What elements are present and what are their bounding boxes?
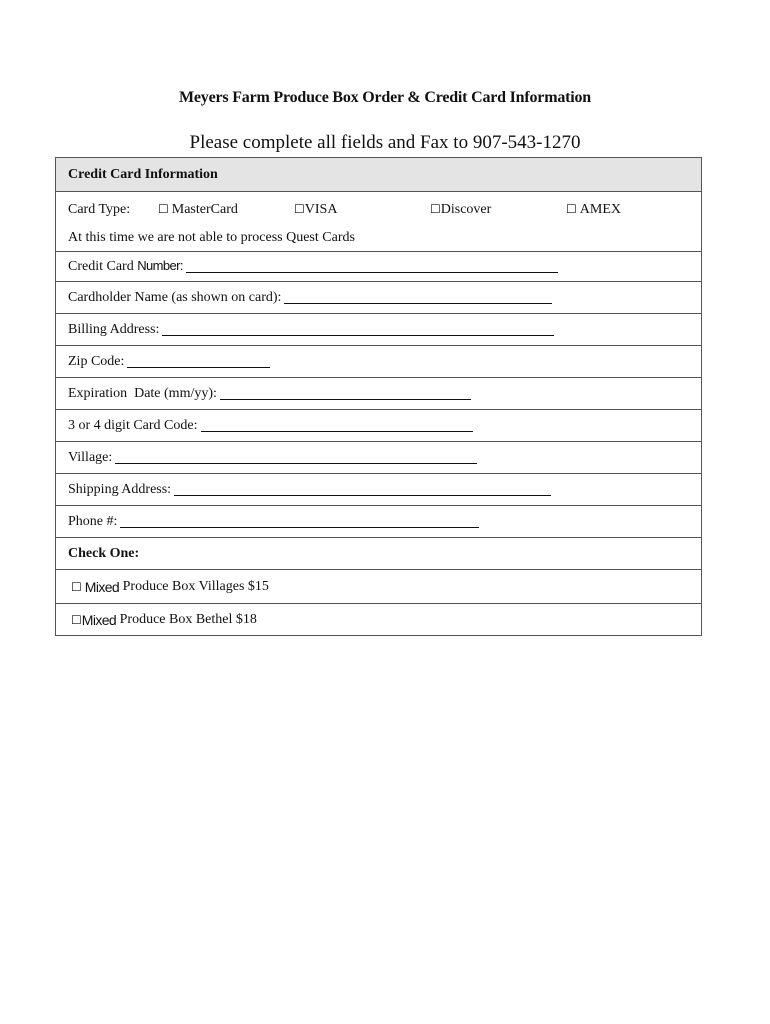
shipping-row [56, 473, 701, 505]
cardholder-label: Cardholder Name (as shown on card): [68, 289, 282, 305]
villages-option-row[interactable] [56, 569, 701, 603]
bethel-option-row[interactable] [56, 603, 701, 635]
bethel-option-prefix: Mixed [81, 611, 117, 628]
checkbox-icon[interactable]: ☐ [71, 579, 82, 594]
mastercard-option[interactable] [158, 202, 238, 218]
card-type-row [56, 191, 701, 251]
check-one-row [56, 537, 701, 569]
amex-label: AMEX [579, 202, 621, 217]
card-code-row [56, 409, 701, 441]
billing-label: Billing Address: [68, 321, 160, 337]
bethel-option-label: Produce Box Bethel $18 [116, 611, 257, 627]
page-title: Meyers Farm Produce Box Order & Credit Card Information [178, 89, 592, 106]
checkbox-icon[interactable]: ☐ [158, 202, 169, 216]
checkbox-icon[interactable]: ☐ [294, 202, 305, 216]
visa-label: VISA [304, 202, 338, 217]
amex-option[interactable] [566, 202, 621, 218]
zip-label: Zip Code: [68, 353, 125, 369]
section-header [56, 158, 701, 191]
order-form [55, 157, 702, 636]
discover-option[interactable] [430, 202, 491, 218]
mastercard-label: MasterCard [171, 202, 238, 217]
checkbox-icon[interactable]: ☐ [566, 202, 577, 216]
zip-field[interactable] [127, 355, 270, 368]
card-code-field[interactable] [201, 419, 473, 432]
phone-field[interactable] [120, 515, 479, 528]
shipping-field[interactable] [174, 483, 551, 496]
zip-row [56, 345, 701, 377]
card-code-label: 3 or 4 digit Card Code: [68, 417, 198, 433]
billing-field[interactable] [162, 323, 554, 336]
expiration-row [56, 377, 701, 409]
village-label: Village: [68, 449, 113, 465]
card-number-label: Credit Card Number: [68, 258, 183, 274]
check-one-label: Check One: [68, 545, 140, 561]
discover-label: Discover [440, 202, 492, 217]
visa-option[interactable] [294, 202, 337, 218]
billing-row [56, 313, 701, 345]
expiration-field[interactable] [220, 387, 471, 400]
card-number-row [56, 251, 701, 281]
section-header-label: Credit Card Information [68, 166, 218, 182]
villages-option-label: Produce Box Villages $15 [119, 578, 269, 594]
cardholder-field[interactable] [284, 291, 552, 304]
phone-row [56, 505, 701, 537]
quest-card-note: At this time we are not able to process Quest Cards [68, 230, 355, 245]
card-type-label: Card Type: [68, 202, 131, 217]
card-number-field[interactable] [186, 260, 558, 273]
checkbox-icon[interactable]: ☐ [430, 202, 441, 216]
cardholder-row [56, 281, 701, 313]
shipping-label: Shipping Address: [68, 481, 172, 497]
page-subtitle: Please complete all fields and Fax to 907-543-1270 [189, 132, 581, 153]
village-field[interactable] [115, 451, 477, 464]
expiration-label: Expiration Date (mm/yy): [68, 385, 217, 401]
villages-option-prefix: Mixed [84, 578, 120, 595]
checkbox-icon[interactable]: ☐ [71, 612, 82, 627]
village-row [56, 441, 701, 473]
phone-label: Phone #: [68, 513, 118, 529]
